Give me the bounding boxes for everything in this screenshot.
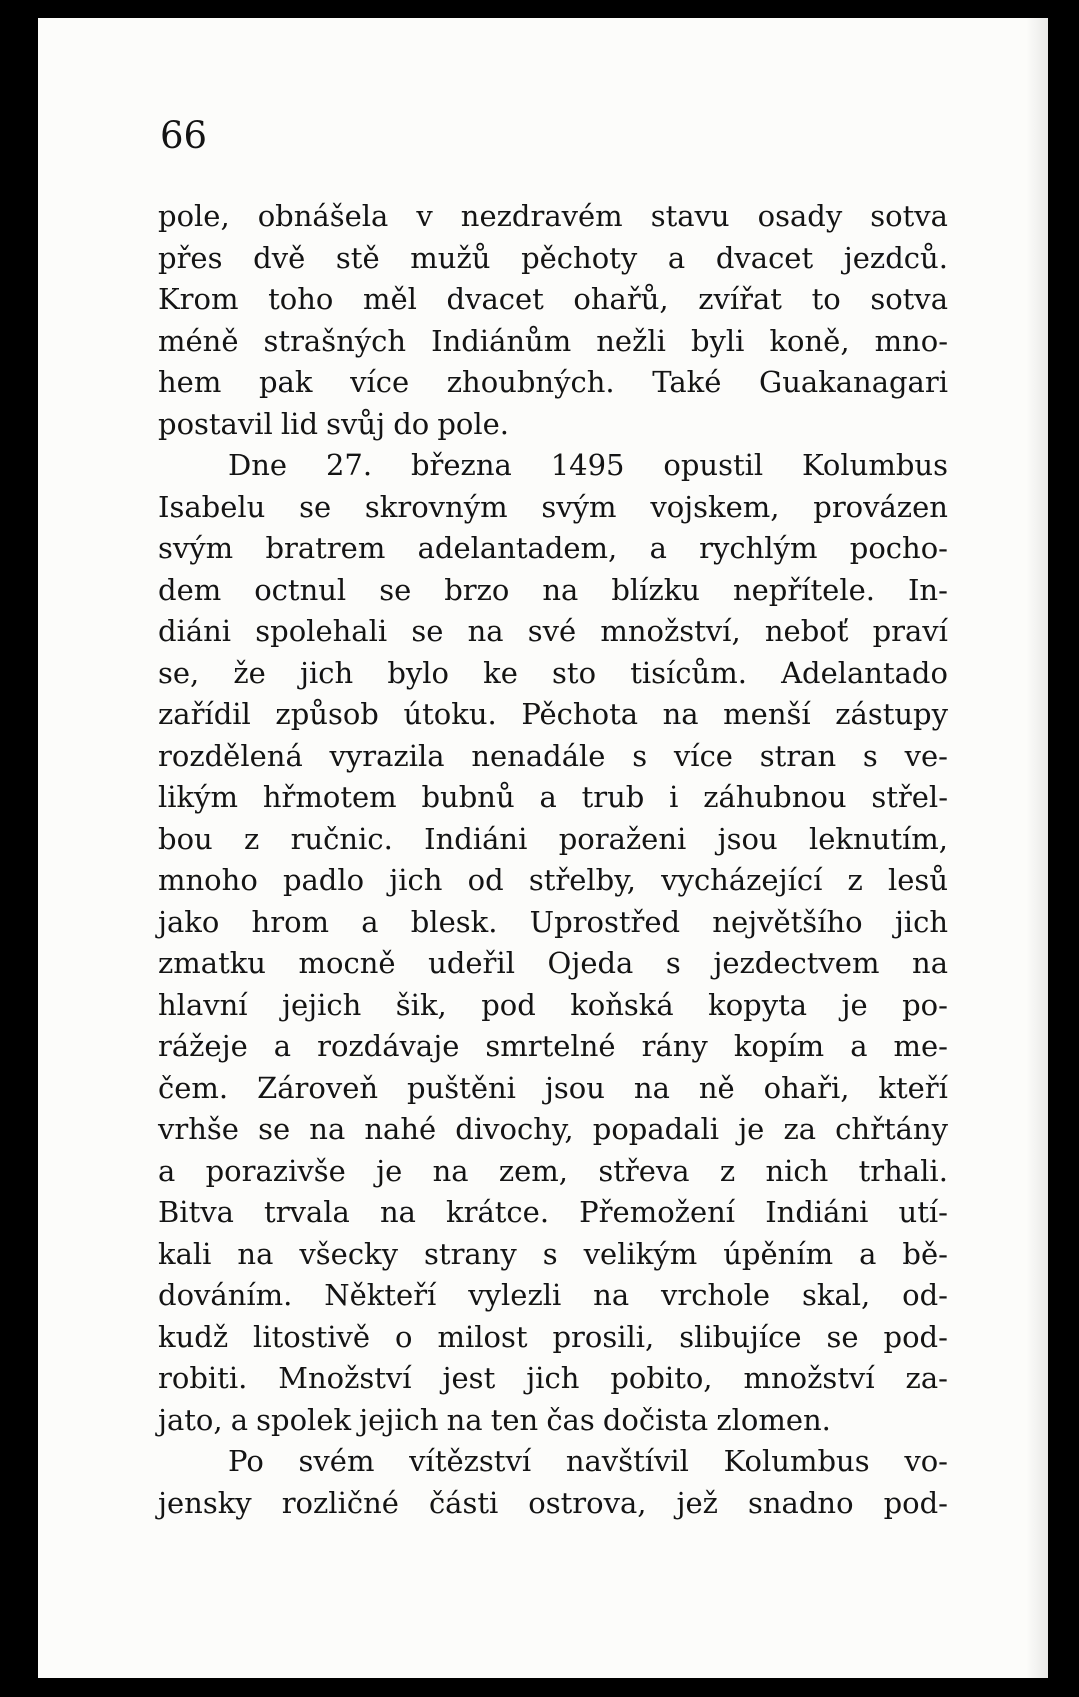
- word: Pěchota: [521, 697, 639, 731]
- word: jezdců.: [843, 240, 948, 275]
- word: Přemožení: [579, 1195, 736, 1229]
- word: množství,: [600, 614, 741, 648]
- word: dem: [158, 572, 222, 607]
- word: hem: [158, 365, 222, 399]
- word: jich: [300, 655, 354, 690]
- word: popadali: [592, 1112, 720, 1146]
- word: sto: [552, 655, 597, 690]
- text-line: [158, 1151, 948, 1193]
- word: na: [446, 1402, 483, 1437]
- text-line: [158, 736, 948, 778]
- word: kteří: [878, 1070, 948, 1105]
- word: toho: [268, 282, 334, 316]
- word: strany: [424, 1236, 517, 1271]
- word: jejich: [282, 987, 362, 1022]
- word: spolehali: [255, 614, 388, 648]
- text-line: [158, 1483, 948, 1525]
- word: octnul: [254, 572, 347, 607]
- text-line: [158, 1441, 948, 1483]
- word: března: [410, 448, 512, 482]
- word: způsob: [275, 697, 379, 731]
- word: leknutím,: [808, 821, 948, 856]
- word: za: [783, 1112, 817, 1146]
- word: a: [273, 1029, 292, 1063]
- text-line: [158, 985, 948, 1027]
- word: dvacet: [446, 282, 544, 316]
- word: dočista: [602, 1402, 709, 1437]
- word: ve-: [904, 738, 948, 773]
- text-line: [158, 1317, 948, 1359]
- word: litostivě: [253, 1319, 371, 1354]
- word: 27.: [325, 448, 373, 482]
- word: nežli: [596, 323, 666, 358]
- word: Množství: [278, 1361, 412, 1395]
- word: zlomen.: [716, 1402, 831, 1437]
- word: hlavní: [158, 987, 248, 1022]
- word: hrom: [251, 904, 330, 939]
- word: stavu: [650, 199, 730, 233]
- page-edge-shadow: [1026, 18, 1048, 1678]
- word: pole,: [158, 199, 230, 233]
- word: pod: [481, 987, 536, 1022]
- word: střeva: [598, 1153, 690, 1188]
- word: Adelantado: [781, 655, 948, 690]
- word: divochy,: [455, 1112, 574, 1146]
- word: ten: [490, 1402, 539, 1437]
- word: do: [393, 406, 430, 441]
- word: pod-: [883, 1319, 948, 1354]
- word: rozličné: [281, 1485, 399, 1520]
- word: a: [539, 780, 557, 814]
- word: Bitva: [158, 1195, 234, 1229]
- word: za-: [905, 1361, 948, 1395]
- text-line: [158, 196, 948, 238]
- word: s: [665, 946, 681, 980]
- word: Dne: [228, 448, 288, 482]
- text-line: [158, 1109, 948, 1151]
- word: měl: [362, 282, 417, 316]
- word: rány: [641, 1029, 708, 1063]
- word: záhubnou: [703, 780, 847, 814]
- word: lid: [280, 406, 319, 441]
- word: chřtány: [835, 1112, 948, 1146]
- word: rozdávaje: [317, 1029, 460, 1063]
- word: kopyta: [708, 987, 808, 1022]
- word: Indiáni: [424, 821, 528, 856]
- word: dováním.: [158, 1278, 293, 1312]
- word: Po: [228, 1444, 264, 1478]
- word: skrovným: [364, 489, 508, 524]
- word: vyrazila: [329, 738, 445, 773]
- word: a: [850, 1029, 868, 1063]
- word: spolek: [256, 1402, 352, 1437]
- word: sotva: [870, 199, 948, 233]
- word: koně,: [769, 323, 850, 358]
- word: porazivše: [205, 1153, 346, 1188]
- text-line: [158, 321, 948, 363]
- word: s: [862, 738, 878, 773]
- word: provázen: [813, 489, 948, 524]
- word: ostrova,: [528, 1485, 647, 1520]
- word: Kolumbus: [802, 448, 948, 482]
- word: rážeje: [158, 1029, 248, 1063]
- word: méně: [158, 323, 239, 358]
- word: zhoubných.: [446, 365, 615, 399]
- word: pěchoty: [521, 240, 638, 275]
- word: bě-: [902, 1236, 948, 1271]
- word: nenadále: [471, 738, 606, 773]
- word: a: [361, 904, 379, 939]
- text-line: [158, 611, 948, 653]
- text-line: [158, 694, 948, 736]
- word: všecky: [299, 1236, 399, 1271]
- word: s: [542, 1236, 558, 1271]
- word: nezdravém: [460, 199, 623, 233]
- word: to: [811, 282, 841, 316]
- text-line: [158, 1068, 948, 1110]
- word: kudž: [158, 1319, 229, 1354]
- word: Krom: [158, 282, 239, 316]
- word: na: [432, 1153, 469, 1188]
- word: své: [527, 614, 577, 648]
- word: stě: [335, 240, 380, 275]
- word: a: [230, 1402, 249, 1437]
- word: me-: [893, 1029, 948, 1063]
- word: na: [309, 1112, 346, 1146]
- word: z: [847, 863, 863, 897]
- word: milost: [437, 1319, 528, 1354]
- word: Ojeda: [547, 946, 634, 980]
- word: Zároveň: [257, 1070, 379, 1105]
- word: na: [379, 1195, 416, 1229]
- text-line: [158, 819, 948, 861]
- word: bylo: [387, 655, 450, 690]
- word: byli: [690, 323, 745, 358]
- word: vrchole: [661, 1278, 771, 1312]
- word: In-: [907, 572, 948, 607]
- text-line: [158, 528, 948, 570]
- text-line: [158, 902, 948, 944]
- word: pocho-: [849, 531, 948, 565]
- word: na: [467, 614, 504, 648]
- word: osady: [757, 199, 843, 233]
- word: jensky: [158, 1485, 252, 1520]
- word: Také: [652, 365, 722, 399]
- word: zem,: [498, 1153, 569, 1188]
- word: největšího: [712, 904, 863, 939]
- word: vo-: [904, 1444, 948, 1478]
- word: smrtelné: [485, 1029, 616, 1063]
- text-line: [158, 1358, 948, 1400]
- page-number: 66: [160, 114, 208, 157]
- word: padlo: [282, 863, 365, 897]
- word: prosili,: [552, 1319, 655, 1354]
- word: mno-: [874, 323, 948, 358]
- word: Guakanagari: [759, 365, 948, 399]
- word: vojskem,: [650, 489, 780, 524]
- word: se: [411, 614, 444, 648]
- word: sotva: [870, 282, 948, 316]
- word: ně: [698, 1070, 735, 1105]
- word: jsou: [717, 821, 778, 856]
- word: nepřítele.: [732, 572, 875, 607]
- text-line: [158, 777, 948, 819]
- word: jejich: [359, 1402, 439, 1437]
- word: robiti.: [158, 1361, 248, 1395]
- word: více: [673, 738, 733, 773]
- word: je: [738, 1112, 765, 1146]
- word: nich: [765, 1153, 829, 1188]
- word: jest: [442, 1361, 496, 1395]
- word: blesk.: [410, 904, 498, 939]
- text-line: [158, 1026, 948, 1068]
- word: Kolumbus: [723, 1444, 870, 1478]
- word: zvířat: [698, 282, 782, 316]
- text-line: [158, 362, 948, 404]
- word: jezdectvem: [713, 946, 880, 980]
- word: jsou: [544, 1070, 605, 1105]
- text-line: [158, 570, 948, 612]
- word: Indiánům: [431, 323, 572, 358]
- word: na: [633, 1070, 670, 1105]
- word: se: [299, 489, 332, 524]
- word: se: [379, 572, 412, 607]
- word: a: [859, 1236, 877, 1271]
- word: mnoho: [158, 863, 258, 897]
- word: hřmotem: [262, 780, 397, 814]
- word: šik,: [395, 987, 447, 1022]
- word: zmatku: [158, 946, 266, 980]
- word: pak: [258, 365, 313, 399]
- word: likým: [158, 780, 239, 814]
- word: vylezli: [468, 1278, 562, 1312]
- word: dvacet: [715, 240, 814, 275]
- word: i: [669, 780, 679, 814]
- word: pod-: [883, 1485, 948, 1520]
- word: ohařů,: [573, 282, 669, 316]
- word: jich: [526, 1361, 580, 1395]
- word: svým: [158, 531, 234, 565]
- text-line: [158, 238, 948, 280]
- word: stran: [759, 738, 837, 773]
- word: a: [667, 240, 686, 275]
- word: vrhše: [158, 1112, 239, 1146]
- word: bubnů: [421, 780, 515, 814]
- word: jich: [894, 904, 948, 939]
- word: více: [350, 365, 410, 399]
- word: vítězství: [409, 1444, 532, 1478]
- word: pole.: [437, 406, 510, 441]
- word: a: [649, 531, 667, 565]
- book-page: [38, 18, 1048, 1678]
- word: Isabelu: [158, 489, 266, 524]
- word: množství: [743, 1361, 875, 1395]
- word: diáni: [158, 614, 232, 648]
- word: utí-: [898, 1195, 948, 1229]
- word: mužů: [410, 240, 491, 275]
- word: trub: [581, 780, 645, 814]
- word: svým: [541, 489, 617, 524]
- word: ohaři,: [763, 1070, 850, 1105]
- word: Indiáni: [765, 1195, 869, 1229]
- word: neboť: [764, 614, 849, 648]
- word: menší: [723, 697, 811, 731]
- text-line: [158, 279, 948, 321]
- word: úpěním: [723, 1236, 834, 1271]
- text-line: [158, 1275, 948, 1317]
- word: střel-: [871, 780, 948, 814]
- word: opustil: [663, 448, 764, 482]
- word: po-: [902, 987, 948, 1022]
- word: zařídil: [158, 697, 251, 731]
- word: jich: [389, 863, 443, 897]
- word: střelby,: [528, 863, 636, 897]
- word: že: [233, 655, 266, 690]
- word: o: [395, 1319, 413, 1354]
- word: lesů: [888, 863, 948, 897]
- word: přes: [158, 240, 223, 275]
- word: krátce.: [446, 1195, 550, 1229]
- text-line: [158, 860, 948, 902]
- word: na: [662, 697, 699, 731]
- word: praví: [872, 614, 948, 648]
- word: tisícům.: [630, 655, 747, 690]
- text-line: [158, 1400, 948, 1442]
- word: Někteří: [324, 1278, 437, 1312]
- word: koňská: [570, 987, 674, 1022]
- word: čas: [546, 1402, 595, 1437]
- word: snadno: [747, 1485, 854, 1520]
- word: kopím: [733, 1029, 825, 1063]
- text-line: [158, 487, 948, 529]
- word: se,: [158, 655, 200, 690]
- word: na: [542, 572, 579, 607]
- word: z: [719, 1153, 736, 1188]
- word: svém: [298, 1444, 375, 1478]
- word: dvě: [253, 240, 306, 275]
- word: je: [376, 1153, 403, 1188]
- word: udeřil: [428, 946, 515, 980]
- word: navštívil: [565, 1444, 689, 1478]
- word: jako: [158, 904, 220, 939]
- word: strašných: [263, 323, 407, 358]
- word: kali: [158, 1236, 212, 1271]
- word: vycházející: [661, 863, 823, 897]
- text-line: [158, 943, 948, 985]
- word: se: [826, 1319, 859, 1354]
- word: poraženi: [558, 821, 687, 856]
- word: je: [841, 987, 868, 1022]
- word: slibujíce: [679, 1319, 802, 1354]
- body-text: [158, 196, 948, 1524]
- word: na: [237, 1236, 274, 1271]
- word: postavil: [158, 406, 273, 441]
- word: obnášela: [257, 199, 389, 233]
- word: od: [467, 863, 504, 897]
- word: v: [416, 199, 433, 233]
- word: bratrem: [265, 531, 386, 565]
- word: na: [593, 1278, 630, 1312]
- word: blízku: [611, 572, 700, 607]
- word: se: [258, 1112, 291, 1146]
- word: 1495: [550, 448, 625, 482]
- word: útoku.: [403, 697, 497, 731]
- word: nahé: [364, 1112, 437, 1146]
- word: rozdělená: [158, 738, 303, 773]
- word: pobito,: [610, 1361, 713, 1395]
- word: puštěni: [407, 1070, 516, 1105]
- word: ručnic.: [290, 821, 393, 856]
- word: trvala: [264, 1195, 350, 1229]
- word: a: [158, 1153, 176, 1188]
- text-line: [158, 1234, 948, 1276]
- word: od-: [902, 1278, 948, 1312]
- word: trhali.: [858, 1153, 948, 1188]
- word: adelantadem,: [417, 531, 618, 565]
- word: velikým: [583, 1236, 698, 1271]
- word: čem.: [158, 1070, 229, 1105]
- text-line: [158, 445, 948, 487]
- word: svůj: [326, 406, 386, 441]
- word: jež: [676, 1485, 718, 1520]
- word: ke: [483, 655, 518, 690]
- word: bou: [158, 821, 213, 856]
- word: jato,: [158, 1402, 223, 1437]
- word: rychlým: [699, 531, 818, 565]
- text-line: [158, 1192, 948, 1234]
- word: části: [428, 1485, 499, 1520]
- word: s: [632, 738, 648, 773]
- word: na: [912, 946, 948, 980]
- word: Uprostřed: [529, 904, 681, 939]
- word: skal,: [801, 1278, 871, 1312]
- word: zástupy: [835, 697, 948, 731]
- word: brzo: [444, 572, 510, 607]
- text-line: [158, 653, 948, 695]
- word: z: [244, 821, 260, 856]
- text-line: [158, 404, 948, 446]
- word: mocně: [298, 946, 396, 980]
